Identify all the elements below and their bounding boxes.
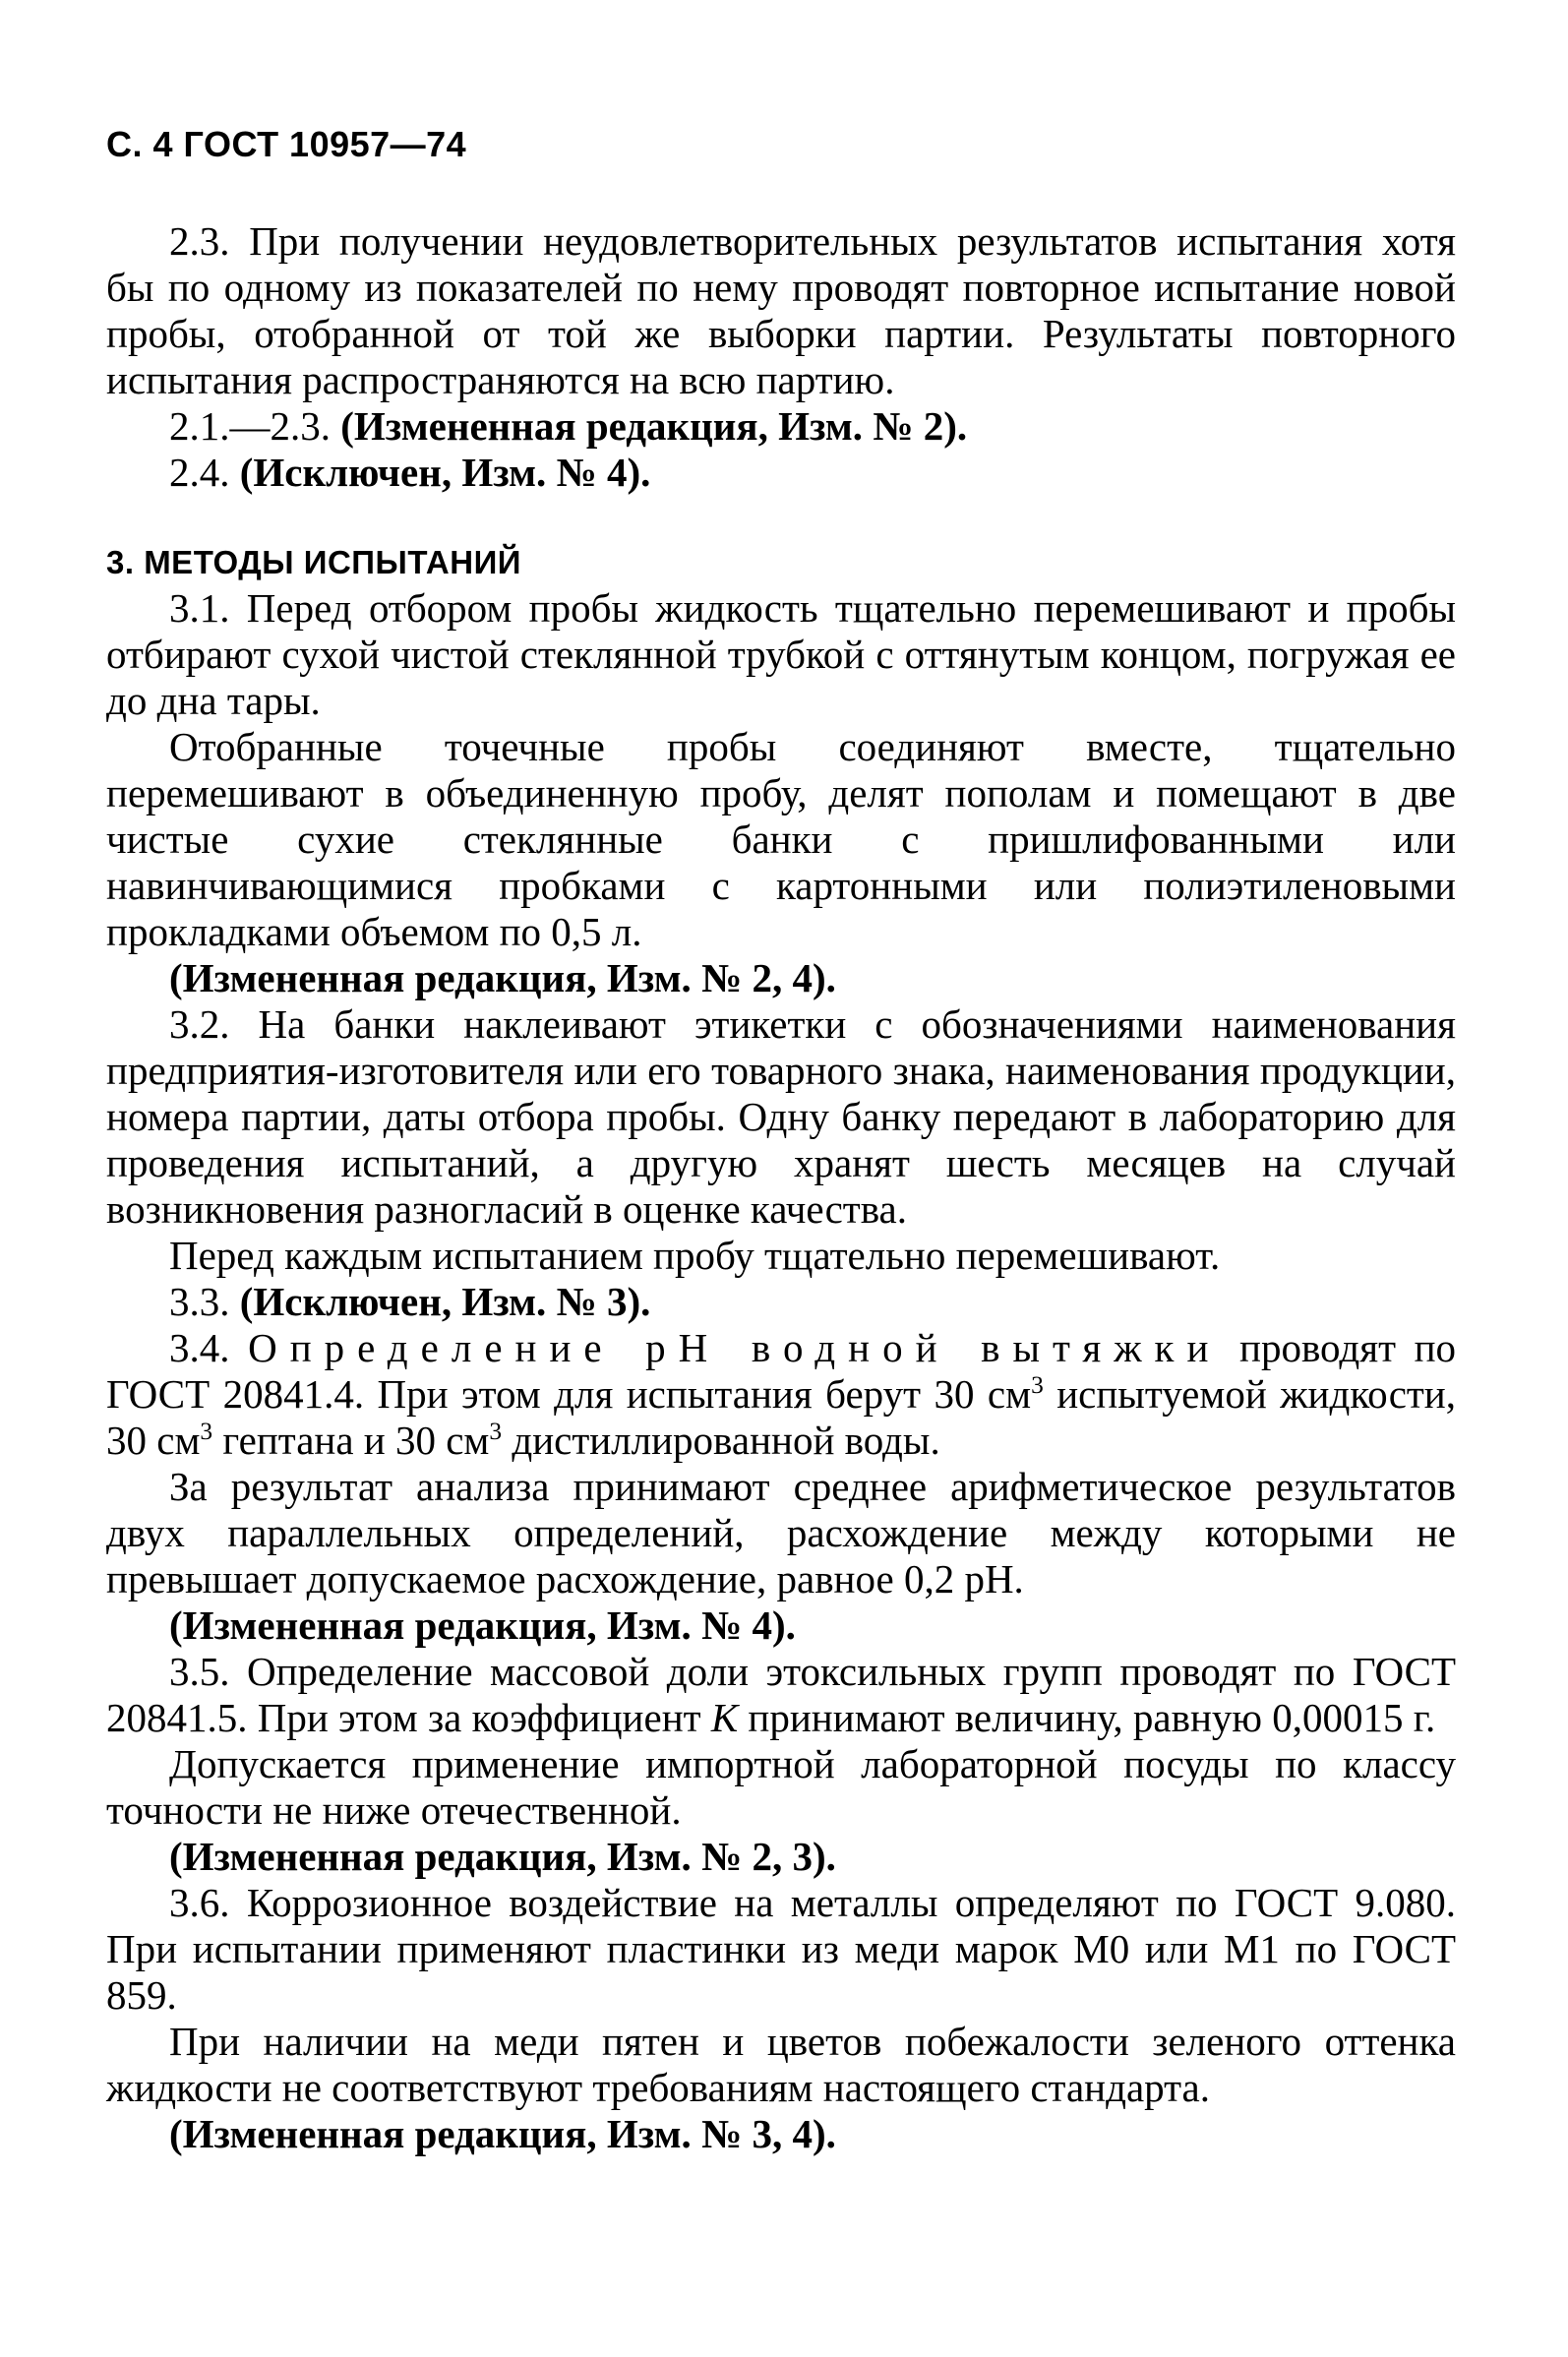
section-3-title: 3. МЕТОДЫ ИСПЫТАНИЙ xyxy=(106,544,521,580)
spaced-term: Определение рН водной вытяжки xyxy=(248,1325,1222,1370)
clause-text: гептана и 30 см xyxy=(222,1418,490,1463)
coefficient-symbol: K xyxy=(710,1695,739,1740)
clause-text: дистиллированной воды. xyxy=(512,1418,940,1463)
superscript: 3 xyxy=(489,1417,503,1445)
amendment-note: (Исключен, Изм. № 4). xyxy=(239,450,651,495)
amendment-note: (Измененная редакция, Изм. № 2, 4). xyxy=(169,955,836,1000)
superscript: 3 xyxy=(200,1417,213,1445)
running-head: С. 4 ГОСТ 10957—74 xyxy=(106,124,467,164)
clause-text: испытуемой жидкости, 30 см xyxy=(106,1371,1456,1463)
clause-text: 3.5. Определение массовой доли этоксильных групп проводят по ГОСТ 20841.5. При этом за коэффициент xyxy=(106,1649,1456,1740)
clause-3-2: 3.2. На банки наклеивают этикетки с обозначениями наименования предприятия-изготовителя или его товарного знака, наименования продукции, номера партии, даты отбора пробы. Одну банку передают в лабораторию для проведения испытаний, а другую хранят шесть месяцев на случай возникновения разногласий в оценке качества. xyxy=(106,1001,1456,1232)
clause-3-4 xyxy=(106,1325,1456,1464)
clause-3-1: 3.1. Перед отбором пробы жидкость тщательно перемешивают и пробы отбирают сухой чистой стеклянной трубкой с оттянутым концом, погружая ее до дна тары. xyxy=(106,585,1456,723)
clause-3-5-amendment xyxy=(106,1834,1456,1880)
clause-2-1-2-3-amendment xyxy=(106,403,1456,450)
amendment-note: (Измененная редакция, Изм. № 3, 4). xyxy=(169,2111,836,2156)
clause-3-1-amendment xyxy=(106,955,1456,1001)
amendment-note: (Измененная редакция, Изм. № 2). xyxy=(340,403,968,449)
clause-3-1-continued: Отобранные точечные пробы соединяют вместе, тщательно перемешивают в объединенную пробу, делят пополам и помещают в две чистые сухие стеклянные банки с пришлифованными или навинчивающимися пробками с картонными или полиэтиленовыми прокладками объемом по 0,5 л. xyxy=(106,724,1456,954)
clause-text: принимают величину, равную 0,00015 г. xyxy=(748,1695,1436,1740)
clause-3-6-amendment xyxy=(106,2111,1456,2157)
document-body xyxy=(106,218,1456,2157)
clause-number: 3.4. xyxy=(169,1325,230,1370)
clause-number: 2.1.—2.3. xyxy=(169,403,331,449)
clause-2-4 xyxy=(106,450,1456,496)
clause-text: проводят по ГОСТ 20841.4. При этом для испытания берут 30 см xyxy=(106,1325,1457,1417)
amendment-note: (Измененная редакция, Изм. № 2, 3). xyxy=(169,1834,836,1879)
clause-number: 3.3. xyxy=(169,1279,230,1324)
clause-3-3 xyxy=(106,1279,1456,1325)
clause-3-4-continued: За результат анализа принимают среднее арифметическое результатов двух параллельных определений, расхождение между которыми не превышает допускаемое расхождение, равное 0,2 рН. xyxy=(106,1464,1456,1602)
clause-3-5 xyxy=(106,1649,1456,1741)
amendment-note: (Измененная редакция, Изм. № 4). xyxy=(169,1602,796,1648)
clause-3-6-continued: При наличии на меди пятен и цветов побежалости зеленого оттенка жидкости не соответствуют требованиям настоящего стандарта. xyxy=(106,2019,1456,2110)
clause-3-2-continued: Перед каждым испытанием пробу тщательно перемешивают. xyxy=(169,1233,1221,1278)
clause-number: 2.4. xyxy=(169,450,230,495)
clause-3-6: 3.6. Коррозионное воздействие на металлы определяют по ГОСТ 9.080. При испытании применяют пластинки из меди марок М0 или М1 по ГОСТ 859. xyxy=(106,1880,1456,2018)
superscript: 3 xyxy=(1031,1370,1044,1399)
clause-3-4-amendment xyxy=(106,1602,1456,1649)
amendment-note: (Исключен, Изм. № 3). xyxy=(239,1279,651,1324)
clause-2-3: 2.3. При получении неудовлетворительных результатов испытания хотя бы по одному из показателей по нему проводят повторное испытание новой пробы, отобранной от той же выборки партии. Результаты повторного испытания распространяются на всю партию. xyxy=(106,218,1456,402)
clause-3-5-continued: Допускается применение импортной лабораторной посуды по классу точности не ниже отечественной. xyxy=(106,1741,1456,1833)
